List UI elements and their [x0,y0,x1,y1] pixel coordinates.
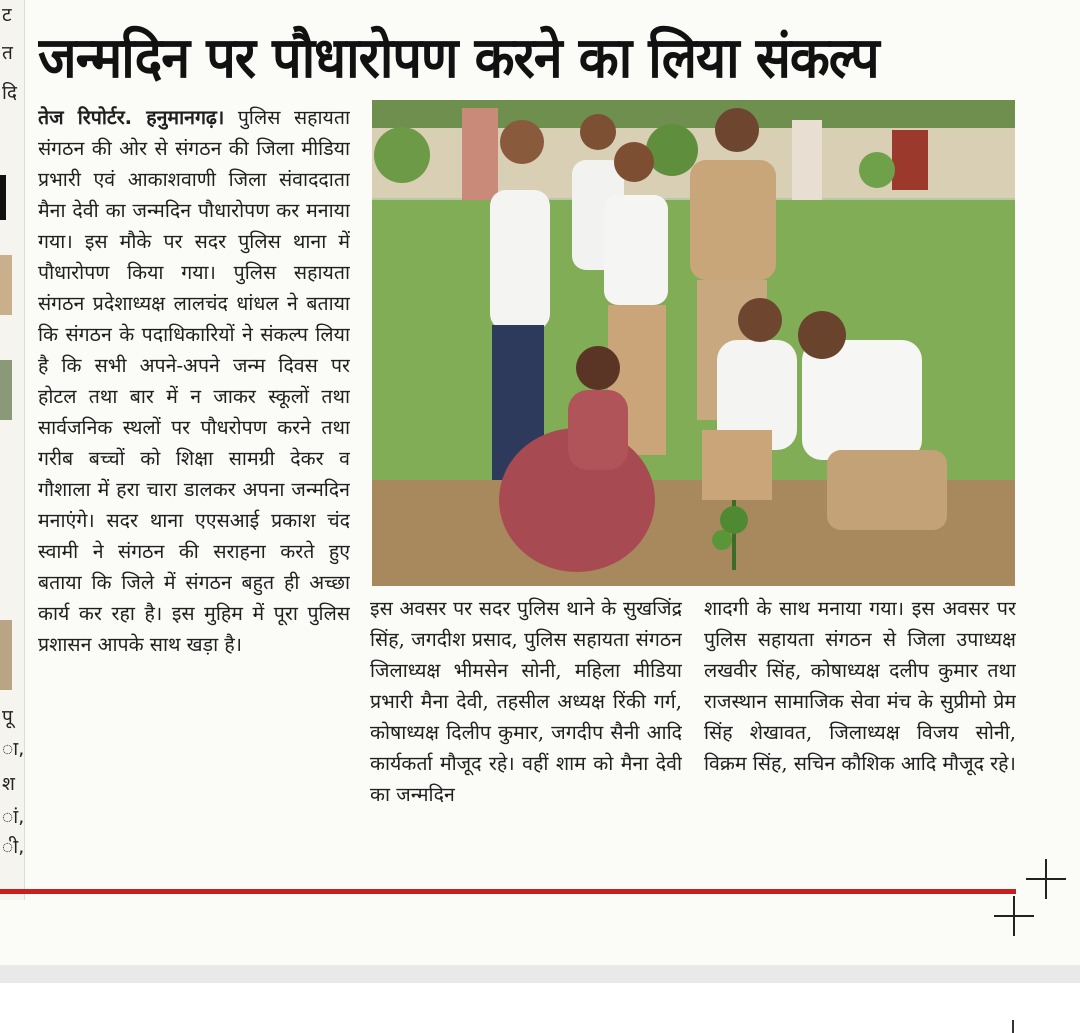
adjacent-headline-fragment [0,175,6,220]
fragment-text: दि [2,82,18,104]
article-headline: जन्मदिन पर पौधारोपण करने का लिया संकल्प [38,26,879,92]
fragment-text: पू [2,706,13,728]
adjacent-photo-fragment [0,360,12,420]
fragment-text: ट [2,4,12,26]
adjacent-column-strip [0,0,25,900]
adjacent-photo-fragment [0,620,12,690]
fragment-text: ां, [2,806,25,828]
section-divider-rule [0,889,1016,894]
article-column-1 [38,102,350,882]
article-column-3: शादगी के साथ मनाया गया। इस अवसर पर पुलिस सहायता संगठन से जिला उपाध्यक्ष लखवीर सिंह, कोषाध्यक्ष दलीप कुमार तथा राजस्थान सामाजिक सेवा मंच के सुप्रीमो प्रेम सिंह शेखावत, जिलाध्यक्ष विजय सोनी, विक्रम सिंह, सचिन कौशिक आदि मौजूद रहे। [704,597,1016,775]
fragment-text: ा, [2,738,25,760]
fragment-text: ी, [2,836,25,858]
fragment-text: श [2,773,15,795]
crop-mark-icon [1026,859,1066,899]
article-column-2: इस अवसर पर सदर पुलिस थाने के सुखजिंद्र सिंह, जगदीश प्रसाद, पुलिस सहायता संगठन जिलाध्यक्ष भीमसेन सोनी, महिला मीडिया प्रभारी मैना देवी, तहसील अध्यक्ष रिंकी गर्ग, कोषाध्यक्ष दिलीप कुमार, जगदीप सैनी आदि कार्यकर्ता मौजूद रहे। वहीं शाम को मैना देवी का जन्मदिन [370,597,682,806]
article-body-1: पुलिस सहायता संगठन की ओर से संगठन की जिला मीडिया प्रभारी एवं आकाशवाणी जिला संवाददाता मैना देवी का जन्मदिन पौधारोपण कर मनाया गया। इस मौके पर सदर पुलिस थाना में पौधारोपण किया गया। पुलिस सहायता संगठन प्रदेशाध्यक्ष लालचंद धांधल ने बताया कि संगठन के पदाधिकारियों ने संकल्प लिया है कि सभी अपने-अपने जन्म दिवस पर होटल तथा बार में न जाकर स्कूलों तथा सार्वजनिक स्थलों पर पौधरोपण करने तथा गरीब बच्चों को शिक्षा सामग्री देकर व गौशाला में हरा चारा डालकर अपना जन्मदिन मनाएंगे। सदर थाना एएसआई प्रकाश चंद स्वामी ने संगठन की सराहना करते हुए बताया कि जिले में संगठन बहुत ही अच्छा कार्य कर रहा है। इस मुहिम में पूरा पुलिस प्रशासन आपके साथ खड़ा है। [38,106,350,656]
article-dateline: तेज रिपोर्टर. हनुमानगढ़। [38,106,225,129]
article-photo [372,100,1015,586]
adjacent-photo-fragment [0,255,12,315]
edge-tick [1012,1020,1014,1033]
crop-mark-icon [994,896,1034,936]
scan-edge-band [0,965,1080,983]
fragment-text: त [2,42,13,64]
